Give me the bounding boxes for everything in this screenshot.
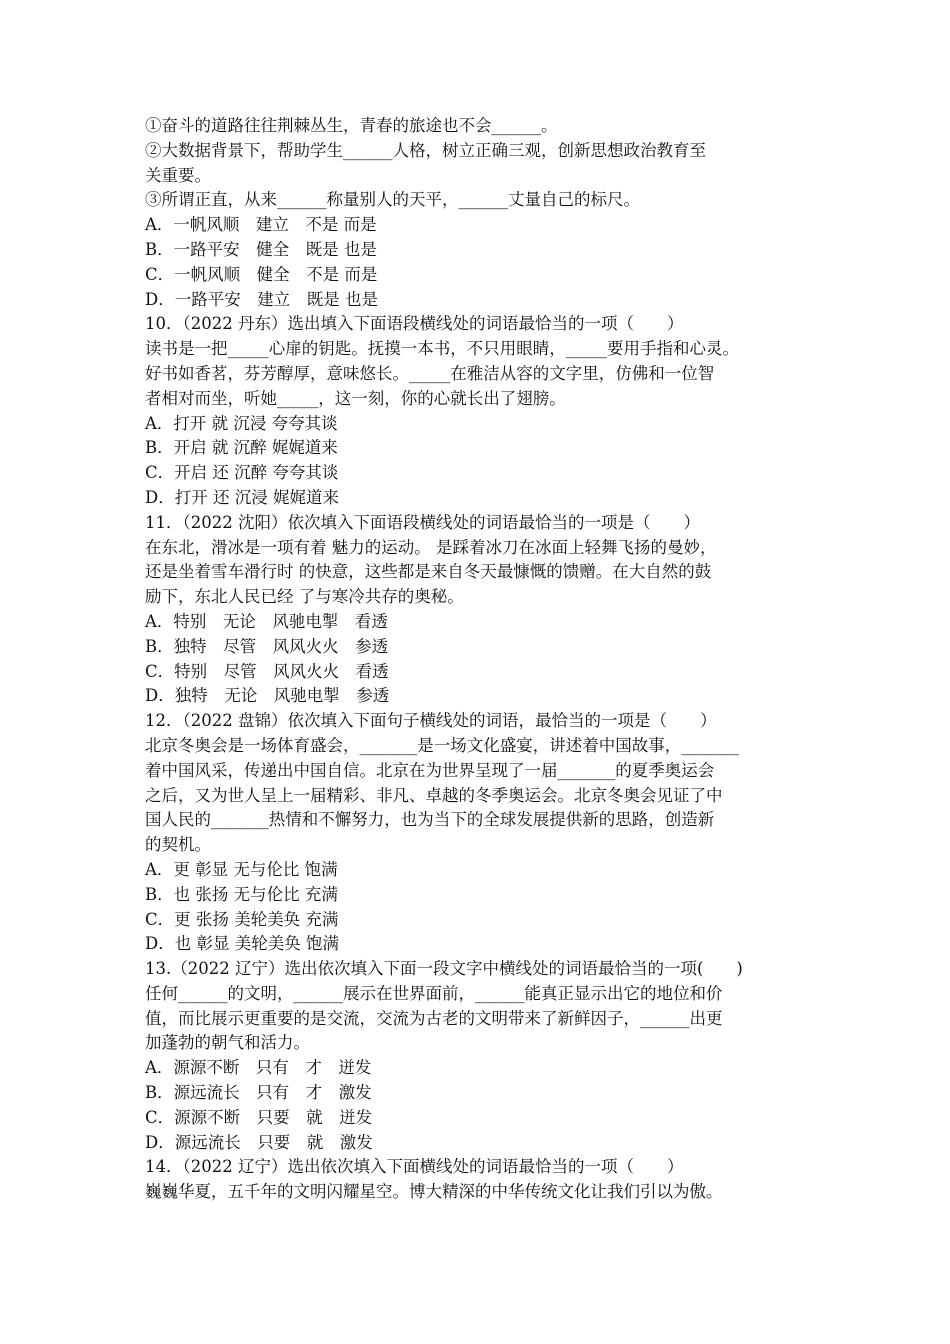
option-line: D．独特 无论 风驰电掣 参透 [145, 686, 390, 706]
text-line: ③所谓正直，从来______称量别人的天平，______丈量自己的标尺。 [145, 190, 640, 210]
text-line: 之后，又为世人呈上一届精彩、非凡、卓越的冬季奥运会。北京冬奥会见证了中 [145, 785, 723, 805]
text-line: 的契机。 [145, 835, 211, 855]
text-line: 励下，东北人民已经 了与寒冷共存的奥秘。 [145, 587, 464, 607]
option-line: B．开启 就 沉醉 娓娓道来 [145, 438, 338, 458]
option-line: A．一帆风顺 建立 不是 而是 [145, 215, 377, 235]
text-line: 着中国风采，传递出中国自信。北京在为世界呈现了一届_______的夏季奥运会 [145, 760, 715, 780]
text-line: 还是坐着雪车滑行时 的快意，这些都是来自冬天最慷慨的馈赠。在大自然的鼓 [145, 562, 712, 582]
text-line: 在东北，滑冰是一项有着 魅力的运动。 是踩着冰刀在冰面上轻舞飞扬的曼妙， [145, 537, 717, 557]
option-line: B．源远流长 只有 才 激发 [145, 1083, 372, 1103]
option-line: B．一路平安 健全 既是 也是 [145, 239, 377, 259]
option-line: C．特别 尽管 风风火火 看透 [145, 661, 389, 681]
text-line: 巍巍华夏，五千年的文明闪耀星空。博大精深的中华传统文化让我们引以为傲。 [145, 1182, 723, 1202]
question-title: 10．（2022 丹东）选出填入下面语段横线处的词语最恰当的一项（ ） [145, 314, 684, 334]
text-line: 读书是一把_____心扉的钥匙。抚摸一本书，不只用眼睛，_____要用手指和心灵。 [145, 339, 739, 359]
option-line: D．也 彰显 美轮美奂 饱满 [145, 934, 339, 954]
text-line: ②大数据背景下，帮助学生______人格，树立正确三观，创新思想政治教育至 [145, 140, 706, 160]
text-line: 国人民的_______热情和不懈努力，也为当下的全球发展提供新的思路，创造新 [145, 810, 715, 830]
option-line: B．独特 尽管 风风火火 参透 [145, 636, 389, 656]
option-line: C．源源不断 只要 就 迸发 [145, 1107, 373, 1127]
option-line: A．更 彰显 无与伦比 饱满 [145, 859, 338, 879]
question-title: 11．（2022 沈阳）依次填入下面语段横线处的词语最恰当的一项是（ ） [145, 512, 700, 532]
text-line: 者相对而坐，听她_____，这一刻，你的心就长出了翅膀。 [145, 388, 566, 408]
option-line: B．也 张扬 无与伦比 充满 [145, 884, 338, 904]
question-title: 12．（2022 盘锦）依次填入下面句子横线处的词语，最恰当的一项是（ ） [145, 711, 717, 731]
option-line: A．特别 无论 风驰电掣 看透 [145, 611, 388, 631]
text-line: 好书如香茗，芬芳醇厚，意味悠长。_____在雅洁从容的文字里，仿佛和一位智 [145, 363, 715, 383]
text-line: 关重要。 [145, 165, 211, 185]
text-line: 任何______的文明，______展示在世界面前，______能真正显示出它的地位和价 [145, 983, 723, 1003]
text-line: 值，而比展示更重要的是交流，交流为古老的文明带来了新鲜因子，______出更 [145, 1008, 723, 1028]
option-line: D．源远流长 只要 就 激发 [145, 1132, 373, 1152]
option-line: D．一路平安 建立 既是 也是 [145, 289, 378, 309]
text-line: 北京冬奥会是一场体育盛会，_______是一场文化盛宴，讲述着中国故事，_______ [145, 735, 739, 755]
option-line: C．开启 还 沉醉 夸夸其谈 [145, 463, 339, 483]
option-line: A．源源不断 只有 才 迸发 [145, 1058, 372, 1078]
question-title: 14．（2022 辽宁）选出依次填入下面横线处的词语最恰当的一项（ ） [145, 1157, 684, 1177]
text-line: 加蓬勃的朝气和活力。 [145, 1033, 310, 1053]
document-page [145, 114, 810, 1205]
text-line: ①奋斗的道路往往荆棘丛生，青春的旅途也不会______。 [145, 116, 558, 135]
question-title: 13.（2022 辽宁）选出依次填入下面一段文字中横线处的词语最恰当的一项( ) [145, 959, 743, 979]
option-line: C．更 张扬 美轮美奂 充满 [145, 909, 339, 929]
option-line: A．打开 就 沉浸 夸夸其谈 [145, 413, 338, 433]
option-line: C．一帆风顺 健全 不是 而是 [145, 264, 378, 284]
option-line: D．打开 还 沉浸 娓娓道来 [145, 487, 339, 507]
